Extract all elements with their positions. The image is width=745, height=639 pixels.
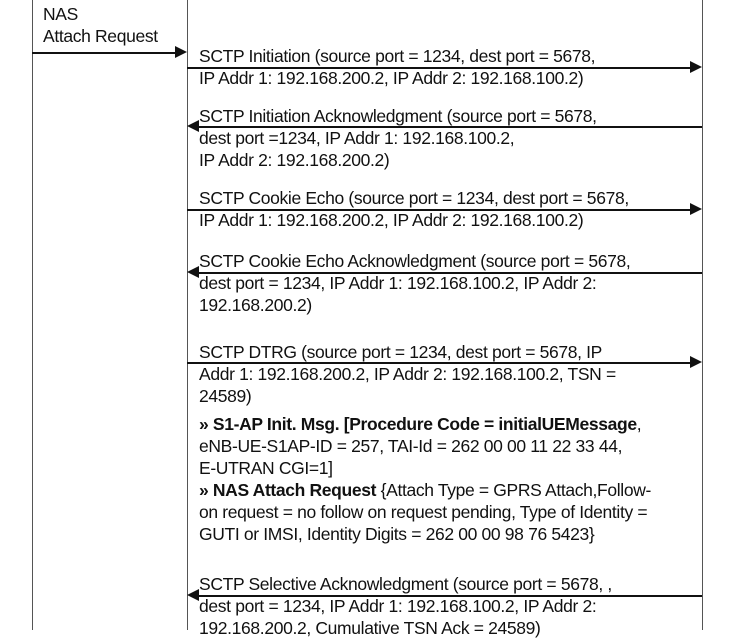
msg-sctp-init-ack-label: [199, 105, 597, 171]
nas-attach-request-label: [43, 3, 158, 47]
msg-sctp-cookie-echo-ack-label: [199, 250, 630, 316]
s1ap-line1: [199, 413, 651, 435]
s1ap-line3: E-UTRAN CGI=1]: [199, 458, 333, 478]
msg-line: dest port = 1234, IP Addr 1: 192.168.100.2, IP Addr 2:: [199, 596, 597, 616]
nas-label-line1: NAS: [43, 4, 78, 24]
s1ap-block: [199, 413, 651, 479]
nas-label-line2: Attach Request: [43, 26, 158, 46]
msg-sctp-dtrg-label: [199, 341, 651, 545]
msg-line: 192.168.200.2, Cumulative TSN Ack = 24589): [199, 618, 541, 638]
nas-bold: » NAS Attach Request: [199, 480, 377, 500]
arrowhead-right-icon: [690, 61, 702, 73]
s1ap-line2: eNB-UE-S1AP-ID = 257, TAI-Id = 262 00 00 11 22 33 44,: [199, 436, 623, 456]
msg-sctp-cookie-echo-arrow: [187, 209, 691, 211]
msg-sctp-dtrg-arrow: [187, 362, 691, 364]
msg-line: IP Addr 2: 192.168.200.2): [199, 150, 390, 170]
msg-line: SCTP Selective Acknowledgment (source port = 5678, ,: [199, 574, 612, 594]
msg-line: IP Addr 1: 192.168.200.2, IP Addr 2: 192.168.100.2): [199, 210, 584, 230]
msg-line: 24589): [199, 386, 252, 406]
msg-line: dest port = 1234, IP Addr 1: 192.168.100.2, IP Addr 2:: [199, 273, 597, 293]
nas-rest: {Attach Type = GPRS Attach,Follow-: [376, 480, 651, 500]
arrowhead-left-icon: [187, 266, 199, 278]
arrowhead-left-icon: [187, 120, 199, 132]
msg-line: SCTP Cookie Echo (source port = 1234, dest port = 5678,: [199, 188, 629, 208]
lifeline-middle: [187, 0, 188, 630]
lifeline-left: [32, 0, 33, 630]
msg-line: 192.168.200.2): [199, 295, 312, 315]
nas-line2: on request = no follow on request pending, Type of Identity =: [199, 502, 648, 522]
arrowhead-right-icon: [690, 203, 702, 215]
msg-sctp-sack-label: [199, 573, 612, 639]
msg-line: SCTP Initiation (source port = 1234, dest port = 5678,: [199, 46, 596, 66]
arrowhead-right-icon: [690, 356, 702, 368]
msg-line: IP Addr 1: 192.168.200.2, IP Addr 2: 192.168.100.2): [199, 68, 584, 88]
nas-block: [199, 479, 651, 545]
s1ap-rest: ,: [636, 414, 642, 434]
msg-line: Addr 1: 192.168.200.2, IP Addr 2: 192.168.100.2, TSN =: [199, 364, 616, 384]
lifeline-right: [702, 0, 703, 630]
msg-sctp-cookie-echo-ack-arrow: [198, 272, 702, 274]
msg-line: dest port =1234, IP Addr 1: 192.168.100.2,: [199, 128, 515, 148]
msg-sctp-sack-arrow: [198, 595, 702, 597]
s1ap-bold: » S1-AP Init. Msg. [Procedure Code = initialUEMessage: [199, 414, 637, 434]
msg-line: SCTP DTRG (source port = 1234, dest port = 5678, IP: [199, 342, 603, 362]
arrowhead-left-icon: [187, 589, 199, 601]
nas-line3: GUTI or IMSI, Identity Digits = 262 00 00 98 76 5423}: [199, 524, 595, 544]
arrowhead-right-icon: [175, 46, 187, 58]
msg-line: SCTP Initiation Acknowledgment (source port = 5678,: [199, 106, 597, 126]
msg-sctp-init-arrow: [187, 67, 691, 69]
msg-sctp-init-ack-arrow: [198, 126, 702, 128]
nas-line1: [199, 479, 651, 501]
nas-attach-arrow: [32, 52, 176, 54]
msg-line: SCTP Cookie Echo Acknowledgment (source port = 5678,: [199, 251, 631, 271]
